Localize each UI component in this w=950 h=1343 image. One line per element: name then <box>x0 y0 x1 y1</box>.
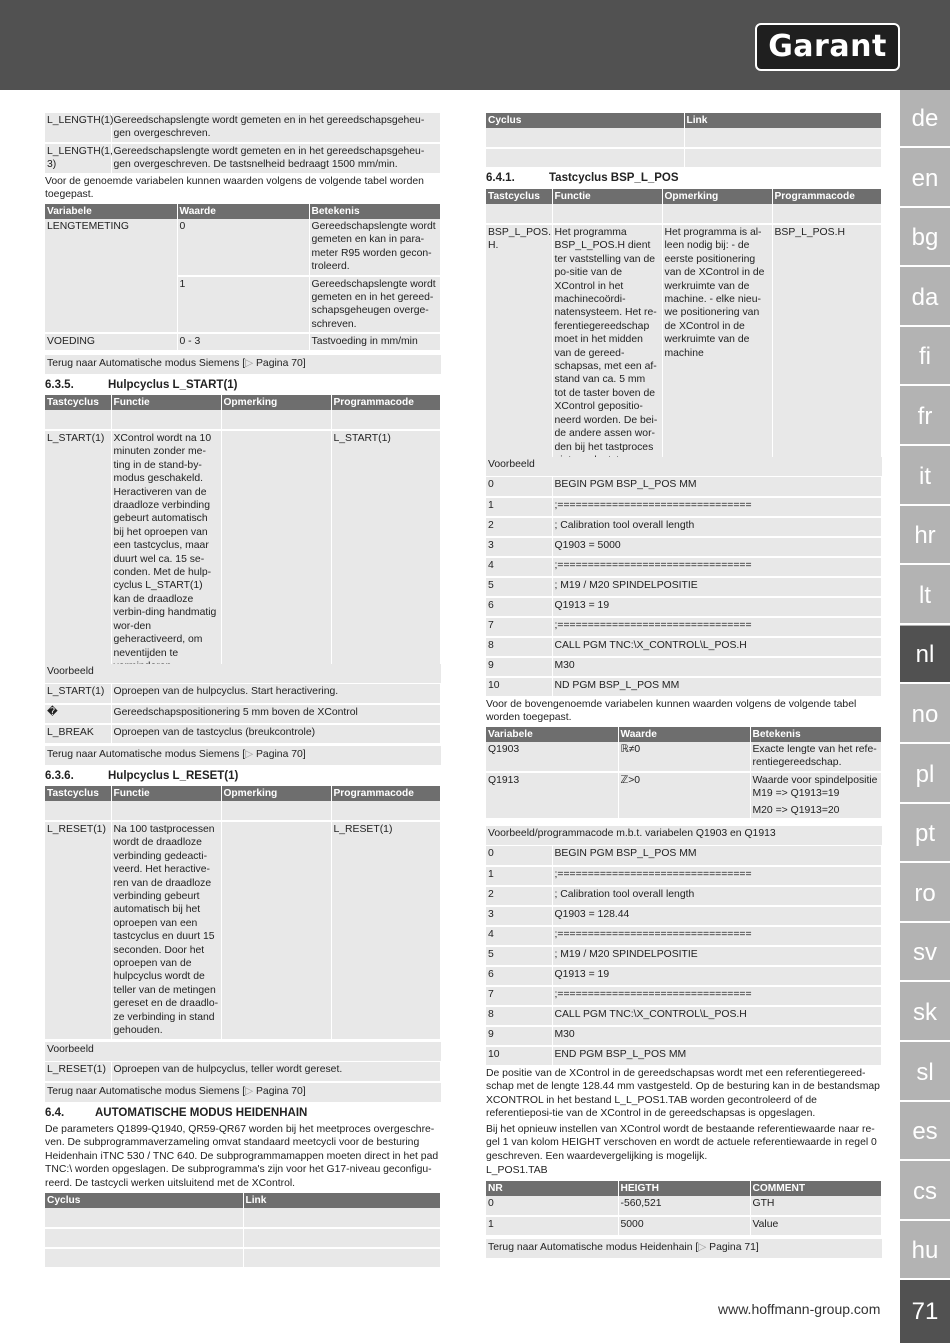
example-label-2: Voorbeeld <box>45 1042 441 1061</box>
page-number: 71 <box>900 1280 950 1343</box>
position-paragraph: De positie van de XControl in de gereedschapsas wordt met een referentiegereed-schap met de lengte 128.44 mm vastgesteld. Op de besturing kan in de bestandsmap XCONTROL in het bestand L_L_POS1.TAB worden gecontroleerd of de referentieposi-tie van de XControl in de gereedschapsas is opgeslagen. <box>486 1068 880 1120</box>
reset-cycle-table: Tastcyclus Functie Opmerking Programmacode L_RESET(1) Na 100 tastprocessen wordt de draadloze verbinding gedeacti-veerd. Het heractive-ren van de draadloze verbinding gebeurt automatisch bij het oproepen van een tastcyclus en duurt 15 seconden. Door het oproepen van de hulpcyclus wordt de teller van de metingen gereset en de draadlo-ze verbinding in stand gehouden. L_RESET(1) <box>45 786 441 1041</box>
intro-text-right: Voor de bovengenoemde variabelen kunnen waarden volgens de volgende tabel worden toegepast. <box>486 699 857 724</box>
reset-paragraph: Bij het opnieuw instellen van XControl wordt de bestaande referentiewaarde naar re-gel 1 van kolom HEIGHT verschoven en wordt de actuele referentiewaarde in regel 0 geschreven. Een waardevergelijking is mogelijk. <box>486 1124 877 1162</box>
language-tab-hu[interactable]: hu <box>900 1222 950 1280</box>
variable-table: Variabele Waarde Betekenis LENGTEMETING 0 Gereedschapslengte wordt gemeten en kan in para-meter R95 worden gecon-troleerd. 1 Gereedschapslengte wordt gemeten en in het gereed-schapsgeheugen overge-schreven. VOEDING 0 - 3 Tastvoeding in mm/min <box>45 204 441 352</box>
bsp-cycle-table: Tastcyclus Functie Opmerking Programmacode BSP_L_POS. H. Het programma BSP_L_POS.H dient ter vaststelling van de po-sitie van de XControl in het machinecoördi-natensysteem. Het re-ferentiegereedschap moet in het midden van de gereed-schapsas, met een af-stand van ca. 5 mm tot de taster boven de XControl gepositio-neerd worden. De bei-de andere assen wor-den bij het tastproces Het programma is al-leen nodig bij: - de eerste positionering van de XControl in de werkruimte van de machine. - elke nieu-we positionering van de XControl in de werkruimte van de machine BSP_L_POS.H <box>486 189 882 470</box>
garant-logo: Garant <box>755 23 900 71</box>
language-tab-lt[interactable]: lt <box>900 567 950 625</box>
header-bar <box>0 0 950 90</box>
language-tab-bg[interactable]: bg <box>900 209 950 267</box>
start-cycle-table: Tastcyclus Functie Opmerking Programmacode L_START(1) XControl wordt na 10 minuten zonder me-ting in de stand-by-modus geschakeld. Heractiveren van de draadloze verbinding gebeurt automatisch bij het oproepen van een tastcyclus, maar duurt wel ca. 15 se-conden. Met de hulp-cyclus L_START(1) kan de draadloze verbin-ding handmatig wor-den geheractiveerd, om neventijden te L_START(1) <box>45 395 441 676</box>
reset-example-table: L_RESET(1) Oproepen van de hulpcyclus, teller wordt gereset. <box>45 1062 441 1083</box>
language-tab-it[interactable]: it <box>900 448 950 506</box>
back-link-heidenhain[interactable]: Terug naar Automatische modus Heidenhain [▷ Pagina 71] <box>486 1239 882 1258</box>
footer-url: www.hoffmann-group.com <box>718 1301 881 1317</box>
language-tab-sv[interactable]: sv <box>900 924 950 982</box>
language-tab-cs[interactable]: cs <box>900 1163 950 1221</box>
language-tab-da[interactable]: da <box>900 269 950 327</box>
cycle-link-table-left: Cyclus Link <box>45 1193 441 1269</box>
example-label-right: Voorbeeld <box>486 457 882 476</box>
start-example-table: L_START(1) Oproepen van de hulpcyclus. Start heractivering. � Gereedschapspositionering 5 mm boven de XControl L_BREAK Oproepen van de tastcyclus (breukcontrole) <box>45 684 441 745</box>
section-6-4-1-heading: 6.4.1. Tastcyclus BSP_L_POS <box>486 172 679 184</box>
language-tab-fi[interactable]: fi <box>900 328 950 386</box>
length-variables-table: L_LENGTH(1) Gereedschapslengte wordt gemeten en in het gereedschapsgeheu-gen overgeschreven. L_LENGTH(1, 3) Gereedschapslengte wordt gemeten en in het gereedschapsgeheu-gen overgeschreven. De tastsnelheid bedraagt 1500 mm/min. <box>45 113 441 175</box>
language-tab-sl[interactable]: sl <box>900 1044 950 1102</box>
language-tab-pt[interactable]: pt <box>900 805 950 863</box>
language-tab-ro[interactable]: ro <box>900 865 950 923</box>
language-tab-sk[interactable]: sk <box>900 984 950 1042</box>
arrow-icon: ▷ <box>698 1242 707 1253</box>
back-link-siemens-2[interactable]: Terug naar Automatische modus Siemens [▷ Pagina 70] <box>45 746 441 765</box>
example-code-table-2: 0 BEGIN PGM BSP_L_POS MM 1 ;================================ 2 ; Calibration tool overall length 3 Q1903 = 128.44 4 ;================================ 5 ; M19 / M20 SPINDELPOSITIE 6 Q1913 = 19 7 ;================================ 8 CALL PGM TNC:\X_CONTROL\L_POS.H 9 M30 10 END PGM BSP_L_POS MM <box>486 846 882 1067</box>
pos-tab-table: NR HEIGTH COMMENT 0 -560,521 GTH 1 5000 Value <box>486 1181 882 1237</box>
language-sidebar <box>900 90 950 1343</box>
language-tab-nl[interactable]: nl <box>900 626 950 684</box>
section-6-4-heading: 6.4. AUTOMATISCHE MODUS HEIDENHAIN <box>45 1107 308 1119</box>
tab-file-name: L_POS1.TAB <box>486 1165 548 1176</box>
example-label-q: Voorbeeld/programmacode m.b.t. variabelen Q1903 en Q1913 <box>486 826 882 845</box>
language-tab-en[interactable]: en <box>900 150 950 208</box>
language-tab-no[interactable]: no <box>900 686 950 744</box>
example-label: Voorbeeld <box>45 664 441 683</box>
intro-text: Voor de genoemde variabelen kunnen waarden volgens de volgende tabel worden toegepast. <box>45 176 424 201</box>
back-link-siemens-3[interactable]: Terug naar Automatische modus Siemens [▷ Pagina 70] <box>45 1083 441 1102</box>
q-variable-table: Variabele Waarde Betekenis Q1903 ℝ≠0 Exacte lengte van het refe-rentiegereedschap. Q1913 ℤ>0 Waarde voor spindelpositie M19 => Q1913=19 M20 => Q1913=20 <box>486 727 882 820</box>
language-tab-hr[interactable]: hr <box>900 507 950 565</box>
back-link-siemens-1[interactable]: Terug naar Automatische modus Siemens [▷ Pagina 70] <box>45 355 441 374</box>
example-code-table-1: 0 BEGIN PGM BSP_L_POS MM 1 ;================================ 2 ; Calibration tool overall length 3 Q1903 = 5000 4 ;================================ 5 ; M19 / M20 SPINDELPOSITIE 6 Q1913 = 19 7 ;================================ 8 CALL PGM TNC:\X_CONTROL\L_POS.H 9 M30 10 ND PGM BSP_L_POS MM <box>486 477 882 698</box>
arrow-icon: ▷ <box>245 1086 254 1097</box>
cycle-link-table-right: Cyclus Link <box>486 113 882 169</box>
language-tab-es[interactable]: es <box>900 1103 950 1161</box>
heidenhain-paragraph: De parameters Q1899-Q1940, QR59-QR67 worden bij het meetproces overgeschre-ven. De subprogrammaverzameling omvat standaard meetcycli voor de besturing Heidenhain iTNC 530 / TNC 640. De subprogrammamappen moeten direct in het pad TNC:\ worden opgeslagen. De subprogramma's zijn voor het G17-niveau geconfigu-reerd. De tastcycli werken uitsluitend met de XControl. <box>45 1124 439 1189</box>
language-tab-de[interactable]: de <box>900 90 950 148</box>
section-6-3-5-heading: 6.3.5. Hulpcyclus L_START(1) <box>45 379 238 391</box>
language-tab-fr[interactable]: fr <box>900 388 950 446</box>
language-tab-pl[interactable]: pl <box>900 746 950 804</box>
arrow-icon: ▷ <box>245 749 254 760</box>
arrow-icon: ▷ <box>245 358 254 369</box>
section-6-3-6-heading: 6.3.6. Hulpcyclus L_RESET(1) <box>45 770 239 782</box>
